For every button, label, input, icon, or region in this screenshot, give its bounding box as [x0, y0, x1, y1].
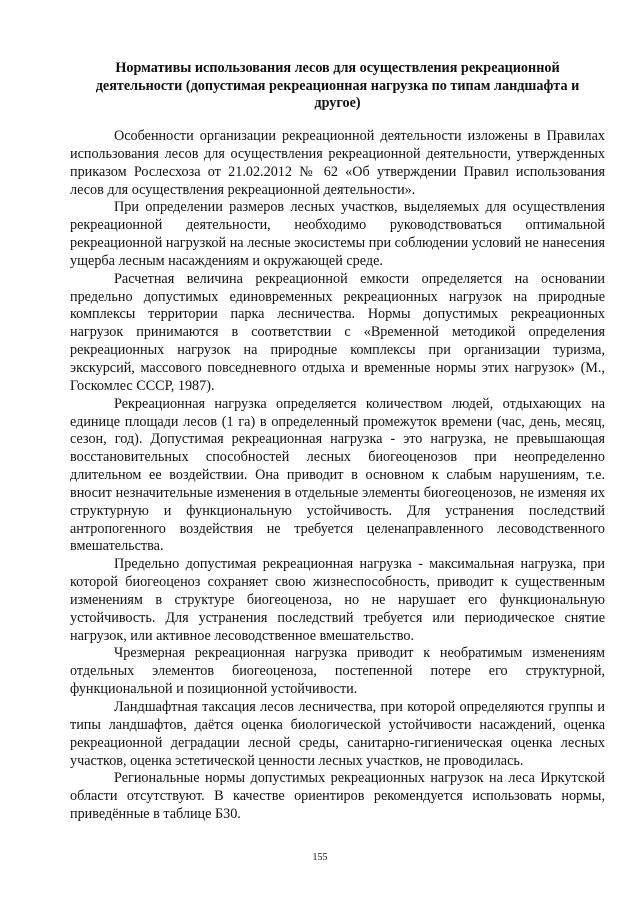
title-line-3: другое) [314, 95, 361, 112]
paragraph-landscape-taxation: Ландшафтная таксация лесов лесничества, при которой определяются группы и типы ландшафтов, даётся оценка биологической устойчивости насаждений, оценка рекреационной деградации лесной среды, санитарно-гигиеническая оценка лесных участков, оценка эстетической ценности лесных участков, не проводилась. [70, 699, 605, 769]
paragraph-plot-size: При определении размеров лесных участков, выделяемых для осуществления рекреационной деятельности, необходимо руководствоваться оптимальной рекреационной нагрузкой на лесные экосистемы при соблюдении условий не нанесения ущерба лесным насаждениям и окружающей среде. [70, 199, 605, 269]
body-text [70, 128, 605, 824]
paragraph-maximum-permissible-load: Предельно допустимая рекреационная нагрузка - максимальная нагрузка, при которой биогеоценоз сохраняет свою жизнеспособность, приводит к существенным изменениям в структуре биогеоценоза, но не нарушает его функциональную устойчивость. Для устранения последствий требуется или периодическое снятие нагрузок, или активное лесоводственное вмешательство. [70, 556, 605, 644]
paragraph-recreational-load-definition: Рекреационная нагрузка определяется количеством людей, отдыхающих на единице площади лесов (1 га) в определенный промежуток времени (час, день, месяц, сезон, год). Допустимая рекреационная нагрузка - это нагрузка, не превышающая восстановительных способностей лесных биогеоценозов при неопределенно длительном ее воздействии. Она приводит в основном к слабым нарушениям, т.е. вносит незначительные изменения в отдельные элементы биогеоценозов, не изменяя их структурную и функциональную устойчивость. Для устранения последствий антропогенного воздействия не требуется целенаправленного лесоводственного вмешательства. [70, 395, 605, 555]
paragraph-rules-reference: Особенности организации рекреационной деятельности изложены в Правилах использования лесов для осуществления рекреационной деятельности, утвержденных приказом Рослесхоза от 21.02.2012 № 62 «Об утверждении Правил использования лесов для осуществления рекреационной деятельности». [70, 128, 605, 198]
title-line-1: Нормативы использования лесов для осуществления рекреационной [115, 60, 560, 76]
paragraph-regional-norms: Региональные нормы допустимых рекреационных нагрузок на леса Иркутской области отсутствуют. В качестве ориентиров рекомендуется использовать нормы, приведённые в таблице Б30. [70, 770, 605, 823]
page-number: 155 [312, 852, 328, 863]
paragraph-excessive-load: Чрезмерная рекреационная нагрузка приводит к необратимым изменениям отдельных элементов биогеоценоза, постепенной потере его структурной, функциональной и позиционной устойчивости. [70, 645, 605, 698]
page-title [70, 60, 605, 113]
title-line-2: деятельности (допустимая рекреационная нагрузка по типам ландшафта и [95, 77, 580, 94]
paragraph-recreational-capacity: Расчетная величина рекреационной емкости определяется на основании предельно допустимых единовременных рекреационных нагрузок на природные комплексы территории парка лесничества. Нормы допустимых рекреационных нагрузок принимаются в соответствии с «Временной методикой определения рекреационных нагрузок на природные комплексы при организации туризма, экскурсий, массового повседневного отдыха и временные нормы этих нагрузок» (М., Госкомлес СССР, 1987). [70, 270, 605, 394]
